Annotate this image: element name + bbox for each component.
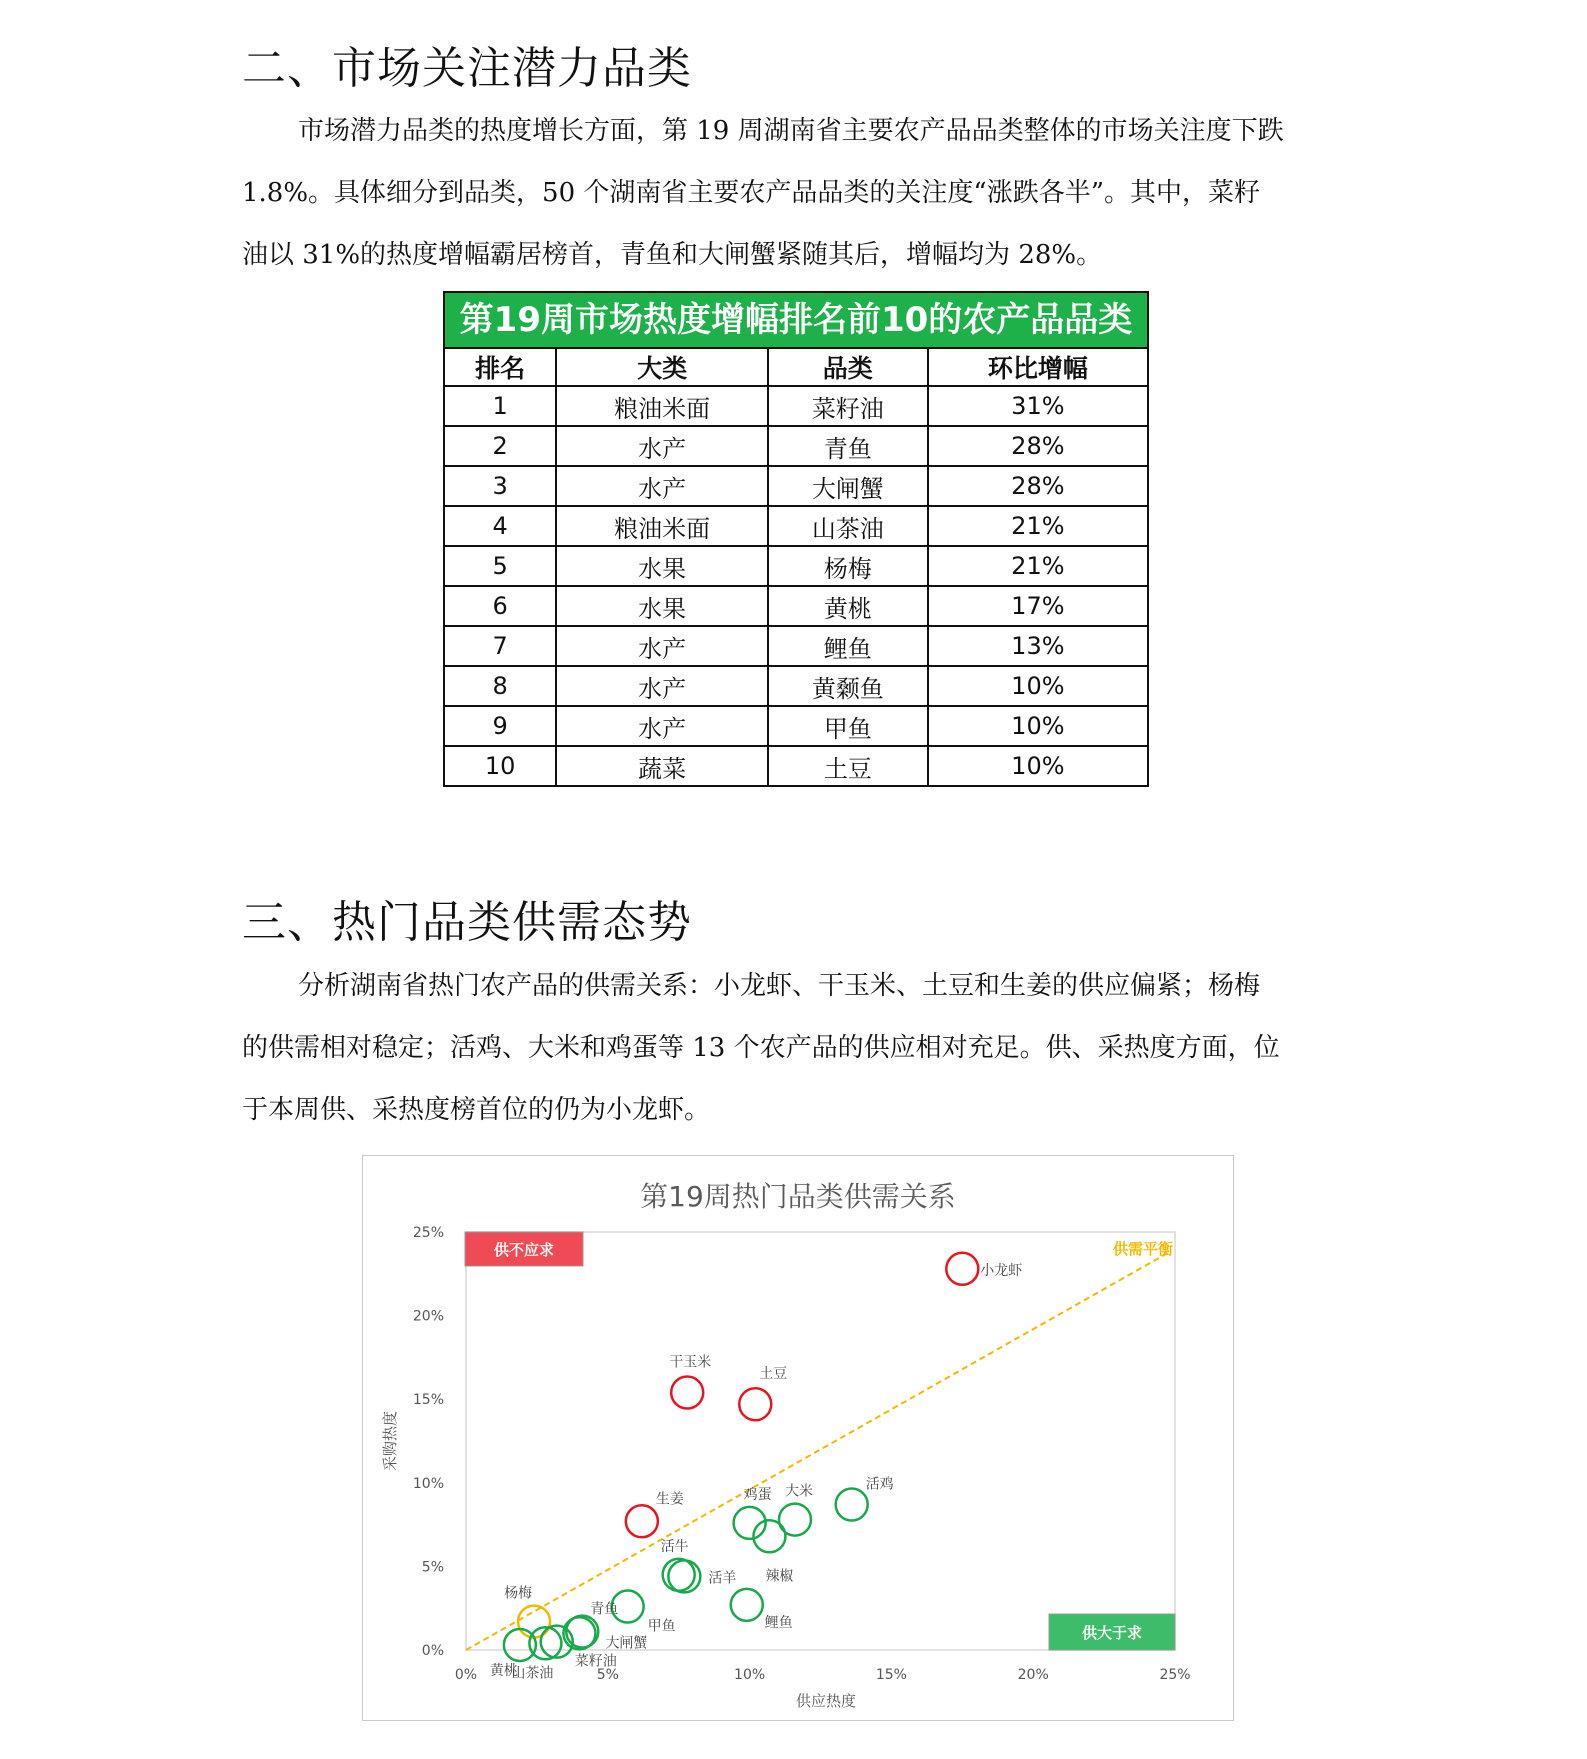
rank-cell: 10 bbox=[444, 746, 556, 786]
section2-heading: 二、市场关注潜力品类 bbox=[242, 43, 692, 94]
rank-cell: 4 bbox=[444, 506, 556, 546]
data-point-label: 青鱼 bbox=[590, 1601, 619, 1618]
data-point bbox=[671, 1377, 703, 1409]
x-tick-label: 10% bbox=[734, 1667, 766, 1683]
y-tick-label: 25% bbox=[412, 1225, 444, 1241]
shortage-tag-label: 供不应求 bbox=[493, 1241, 555, 1259]
product-cell: 菜籽油 bbox=[768, 386, 928, 426]
balance-line bbox=[466, 1254, 1166, 1650]
category-cell: 水果 bbox=[556, 586, 768, 626]
y-tick-label: 10% bbox=[412, 1475, 444, 1492]
plot-area bbox=[466, 1232, 1175, 1650]
x-tick-label: 25% bbox=[1159, 1667, 1191, 1683]
rank-cell: 1 bbox=[444, 386, 556, 426]
x-tick-label: 0% bbox=[454, 1667, 478, 1683]
data-point-label: 土豆 bbox=[759, 1366, 788, 1383]
category-cell: 水产 bbox=[556, 426, 768, 466]
y-tick-label: 5% bbox=[421, 1559, 444, 1576]
ranking-table bbox=[443, 291, 1149, 787]
data-point-label: 干玉米 bbox=[669, 1354, 712, 1371]
category-cell: 水产 bbox=[556, 706, 768, 746]
x-tick-label: 15% bbox=[875, 1667, 907, 1683]
data-point-label: 活鸡 bbox=[865, 1476, 894, 1493]
table-row bbox=[444, 386, 1148, 426]
data-point-label: 甲鱼 bbox=[647, 1618, 676, 1635]
data-point bbox=[836, 1489, 868, 1521]
y-tick-label: 20% bbox=[412, 1308, 444, 1325]
table-row bbox=[444, 426, 1148, 466]
growth-cell: 28% bbox=[928, 426, 1148, 466]
para-line: 于本周供、采热度榜首位的仍为小龙虾。 bbox=[242, 1095, 711, 1125]
data-point bbox=[731, 1589, 763, 1621]
para-line: 1.8%。具体细分到品类，50 个湖南省主要农产品品类的关注度“涨跌各半”。其中，菜籽 bbox=[242, 178, 1260, 208]
table-title: 第19周市场热度增幅排名前10的农产品品类 bbox=[443, 291, 1149, 347]
product-cell: 黄桃 bbox=[768, 586, 928, 626]
data-point-label: 鸡蛋 bbox=[743, 1486, 772, 1503]
para-line bbox=[242, 100, 1354, 162]
rank-cell: 7 bbox=[444, 626, 556, 666]
rank-cell: 9 bbox=[444, 706, 556, 746]
x-axis-label: 供应热度 bbox=[795, 1692, 857, 1710]
rank-cell: 2 bbox=[444, 426, 556, 466]
table-header: 大类 bbox=[556, 348, 768, 386]
y-axis-label: 采购热度 bbox=[381, 1410, 399, 1472]
table-header: 环比增幅 bbox=[928, 348, 1148, 386]
growth-cell: 17% bbox=[928, 586, 1148, 626]
data-point-label: 生姜 bbox=[655, 1491, 684, 1508]
product-cell: 杨梅 bbox=[768, 546, 928, 586]
data-point bbox=[626, 1505, 658, 1537]
x-tick-label: 20% bbox=[1017, 1667, 1049, 1683]
data-point bbox=[739, 1388, 771, 1420]
growth-cell: 21% bbox=[928, 506, 1148, 546]
growth-cell: 13% bbox=[928, 626, 1148, 666]
table-row bbox=[444, 586, 1148, 626]
data-point-label: 大闸蟹 bbox=[605, 1635, 648, 1652]
category-cell: 水产 bbox=[556, 626, 768, 666]
surplus-tag-label: 供大于求 bbox=[1081, 1624, 1143, 1642]
y-tick-label: 0% bbox=[421, 1643, 444, 1659]
data-point-label: 山茶油 bbox=[511, 1665, 554, 1682]
table-header: 排名 bbox=[444, 348, 556, 386]
table-header: 品类 bbox=[768, 348, 928, 386]
para-line: 的供需相对稳定；活鸡、大米和鸡蛋等 13 个农产品的供应相对充足。供、采热度方面，位 bbox=[242, 1033, 1280, 1063]
category-cell: 水产 bbox=[556, 466, 768, 506]
table-header-row bbox=[444, 348, 1148, 386]
product-cell: 青鱼 bbox=[768, 426, 928, 466]
table-row bbox=[444, 466, 1148, 506]
table-row bbox=[444, 746, 1148, 786]
rank-cell: 8 bbox=[444, 666, 556, 706]
rank-cell: 5 bbox=[444, 546, 556, 586]
table-row bbox=[444, 546, 1148, 586]
para-line: 油以 31%的热度增幅霸居榜首，青鱼和大闸蟹紧随其后，增幅均为 28%。 bbox=[242, 240, 1103, 270]
para-line bbox=[242, 955, 1354, 1017]
product-cell: 大闸蟹 bbox=[768, 466, 928, 506]
data-point-label: 大米 bbox=[784, 1483, 813, 1500]
x-tick-label: 5% bbox=[596, 1667, 619, 1683]
table-row bbox=[444, 626, 1148, 666]
data-point bbox=[563, 1617, 595, 1649]
chart-title: 第19周热门品类供需关系 bbox=[640, 1180, 956, 1213]
product-cell: 山茶油 bbox=[768, 506, 928, 546]
product-cell: 鲤鱼 bbox=[768, 626, 928, 666]
data-point-label: 鲤鱼 bbox=[764, 1614, 793, 1631]
supply-demand-chart bbox=[362, 1155, 1234, 1721]
category-cell: 粮油米面 bbox=[556, 506, 768, 546]
section3-heading: 三、热门品类供需态势 bbox=[242, 897, 692, 948]
balance-line-label: 供需平衡 bbox=[1112, 1240, 1173, 1258]
rank-cell: 6 bbox=[444, 586, 556, 626]
data-point bbox=[946, 1253, 978, 1285]
data-point-label: 杨梅 bbox=[504, 1585, 533, 1602]
product-cell: 黄颡鱼 bbox=[768, 666, 928, 706]
data-point-label: 小龙虾 bbox=[980, 1262, 1023, 1279]
section3-paragraph bbox=[242, 955, 1354, 1141]
category-cell: 水产 bbox=[556, 666, 768, 706]
data-point-label: 菜籽油 bbox=[574, 1653, 617, 1670]
rank-cell: 3 bbox=[444, 466, 556, 506]
growth-cell: 10% bbox=[928, 706, 1148, 746]
data-point-label: 活羊 bbox=[708, 1570, 737, 1587]
growth-cell: 31% bbox=[928, 386, 1148, 426]
data-point bbox=[504, 1629, 536, 1661]
table-row bbox=[444, 666, 1148, 706]
product-cell: 土豆 bbox=[768, 746, 928, 786]
data-point-label: 黄桃 bbox=[489, 1662, 518, 1679]
data-point-label: 辣椒 bbox=[765, 1568, 794, 1585]
growth-cell: 10% bbox=[928, 746, 1148, 786]
growth-cell: 21% bbox=[928, 546, 1148, 586]
chart-svg bbox=[363, 1156, 1233, 1720]
table-row bbox=[444, 706, 1148, 746]
section2-paragraph bbox=[242, 100, 1354, 286]
para-line-text: 市场潜力品类的热度增长方面，第 19 周湖南省主要农产品品类整体的市场关注度下跌 bbox=[298, 116, 1284, 146]
category-cell: 水果 bbox=[556, 546, 768, 586]
category-cell: 蔬菜 bbox=[556, 746, 768, 786]
category-cell: 粮油米面 bbox=[556, 386, 768, 426]
data-point-label: 活牛 bbox=[660, 1538, 689, 1555]
para-line-text: 分析湖南省热门农产品的供需关系：小龙虾、干玉米、土豆和生姜的供应偏紧；杨梅 bbox=[298, 971, 1261, 1001]
growth-cell: 28% bbox=[928, 466, 1148, 506]
product-cell: 甲鱼 bbox=[768, 706, 928, 746]
growth-cell: 10% bbox=[928, 666, 1148, 706]
y-tick-label: 15% bbox=[412, 1392, 444, 1409]
table-row bbox=[444, 506, 1148, 546]
